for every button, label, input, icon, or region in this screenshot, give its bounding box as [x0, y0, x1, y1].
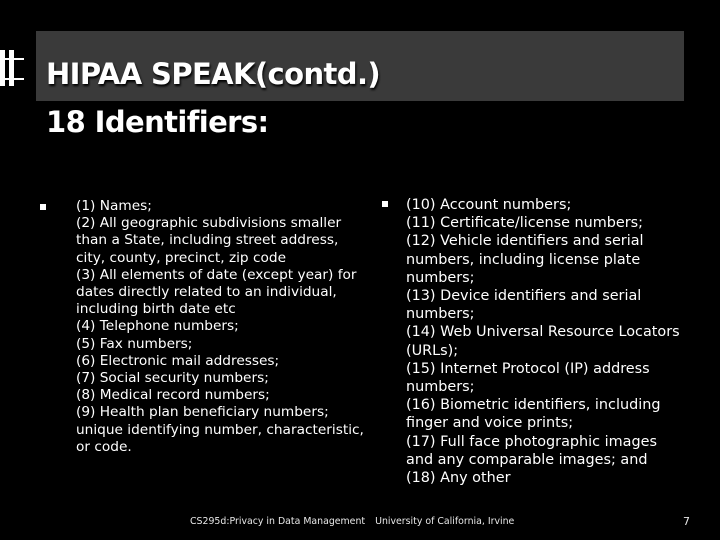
- footer-university: University of California, Irvine: [375, 516, 515, 527]
- identifier-list-left: [76, 198, 366, 456]
- list-item: (1) Names;: [76, 198, 152, 214]
- title-accent-bar: [9, 50, 14, 86]
- list-item: (18) Any other: [406, 470, 511, 487]
- list-item: (5) Fax numbers;: [76, 335, 193, 352]
- list-item: (9) Health plan beneficiary numbers; unique identifying number, characteristic, or code.: [76, 404, 364, 455]
- list-item: (15) Internet Protocol (IP) address numbers;: [406, 360, 650, 396]
- title-accent-line: [0, 58, 24, 60]
- title-accent-line: [0, 78, 24, 80]
- list-item: (3) All elements of date (except year) for dates directly related to an individual, including birth date etc: [76, 266, 357, 318]
- list-item: (7) Social security numbers;: [76, 370, 269, 387]
- list-item: (11) Certificate/license numbers;: [406, 215, 644, 232]
- list-item: (8) Medical record numbers;: [76, 387, 270, 404]
- slide-title-line-2: 18 Identifiers:: [46, 105, 269, 139]
- slide-title: [46, 50, 380, 146]
- bullet-square-icon: [382, 201, 388, 207]
- list-item: (14) Web Universal Resource Locators (URLs);: [406, 324, 680, 359]
- title-accent-bar: [0, 50, 5, 86]
- list-item: (6) Electronic mail addresses;: [76, 352, 280, 369]
- slide-footer: [190, 516, 514, 527]
- page-number: 7: [683, 515, 690, 528]
- list-item: (16) Biometric identifiers, including finger and voice prints;: [406, 397, 661, 432]
- bullet-square-icon: [40, 204, 46, 210]
- list-item: (2) All geographic subdivisions smaller than a State, including street address, city, county, precinct, zip code: [76, 215, 342, 266]
- footer-course: CS295d:Privacy in Data Management: [190, 516, 366, 527]
- list-item: (17) Full face photographic images and any comparable images; and: [406, 433, 657, 468]
- list-item: (12) Vehicle identifiers and serial numbers, including license plate numbers;: [406, 233, 644, 286]
- slide-title-line-1: HIPAA SPEAK(contd.): [46, 57, 381, 91]
- identifier-list-right: [406, 196, 688, 487]
- list-item: (10) Account numbers;: [406, 197, 572, 213]
- list-item: (4) Telephone numbers;: [76, 318, 239, 335]
- list-item: (13) Device identifiers and serial numbers;: [406, 288, 642, 323]
